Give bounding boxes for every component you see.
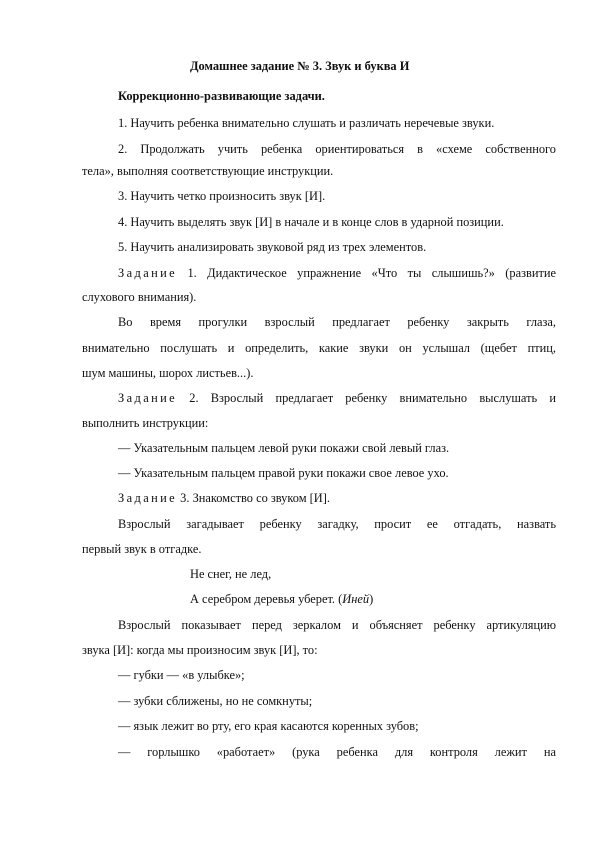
riddle-close: ) [369,592,374,606]
exercise-2-label: Задание [118,391,178,405]
riddle-text: А серебром деревья уберет. ( [190,592,343,606]
exercise-3-para-1: Взрослый загадывает ребенку загадку, просит ее отгадать, назвать [118,517,556,531]
exercise-1-para-3: шум машины, шорох листьев...). [82,366,254,380]
exercise-2-line-1 [118,391,556,406]
task-1: 1. Научить ребенка внимательно слушать и различать неречевые звуки. [118,116,495,130]
riddle-line-2 [190,592,373,607]
exercise-1-para-2: внимательно послушать и определить, какие звуки он услышал (щебет птиц, [82,341,556,355]
exercise-3-para-2: первый звук в отгадке. [82,542,202,556]
articulation-para-1: Взрослый показывает перед зеркалом и объясняет ребенку артикуляцию [118,618,556,632]
riddle-answer: Иней [342,592,370,606]
articulation-para-2: звука [И]: когда мы произносим звук [И], то: [82,643,318,657]
task-4: 4. Научить выделять звук [И] в начале и в конце слов в ударной позиции. [118,215,504,229]
exercise-3-label: Задание [118,491,178,505]
articulation-point-4: — горлышко «работает» (рука ребенка для контроля лежит на [118,745,556,759]
riddle-line-1: Не снег, не лед, [190,567,272,581]
exercise-1-line-1 [118,266,556,281]
exercise-1-para-1: Во время прогулки взрослый предлагает ребенку закрыть глаза, [118,315,556,329]
articulation-point-2: — зубки сближены, но не сомкнуты; [118,694,313,708]
exercise-1-line-2: слухового внимания). [82,290,197,304]
task-5: 5. Научить анализировать звуковой ряд из трех элементов. [118,240,427,254]
exercise-2-instruction-2: — Указательным пальцем правой руки покажи свое левое ухо. [118,466,449,480]
exercise-3-line-1 [118,491,330,506]
task-2-cont: тела», выполняя соответствующие инструкции. [82,164,334,178]
articulation-point-3: — язык лежит во рту, его края касаются коренных зубов; [118,719,419,733]
exercise-1-text: 1. Дидактическое упражнение «Что ты слышишь?» (развитие [177,266,556,280]
page-title: Домашнее задание № 3. Звук и буква И [190,59,410,73]
task-3: 3. Научить четко произносить звук [И]. [118,189,326,203]
articulation-point-1: — губки — «в улыбке»; [118,668,245,682]
task-2: 2. Продолжать учить ребенка ориентироваться в «схеме собственного [118,142,556,156]
exercise-2-instruction-1: — Указательным пальцем левой руки покажи свой левый глаз. [118,441,450,455]
exercise-3-text: 3. Знакомство со звуком [И]. [177,491,330,505]
exercise-1-label: Задание [118,266,178,280]
exercise-2-text: 2. Взрослый предлагает ребенку внимательно выслушать и [177,391,556,405]
tasks-heading: Коррекционно-развивающие задачи. [118,89,325,103]
exercise-2-line-2: выполнить инструкции: [82,416,209,430]
